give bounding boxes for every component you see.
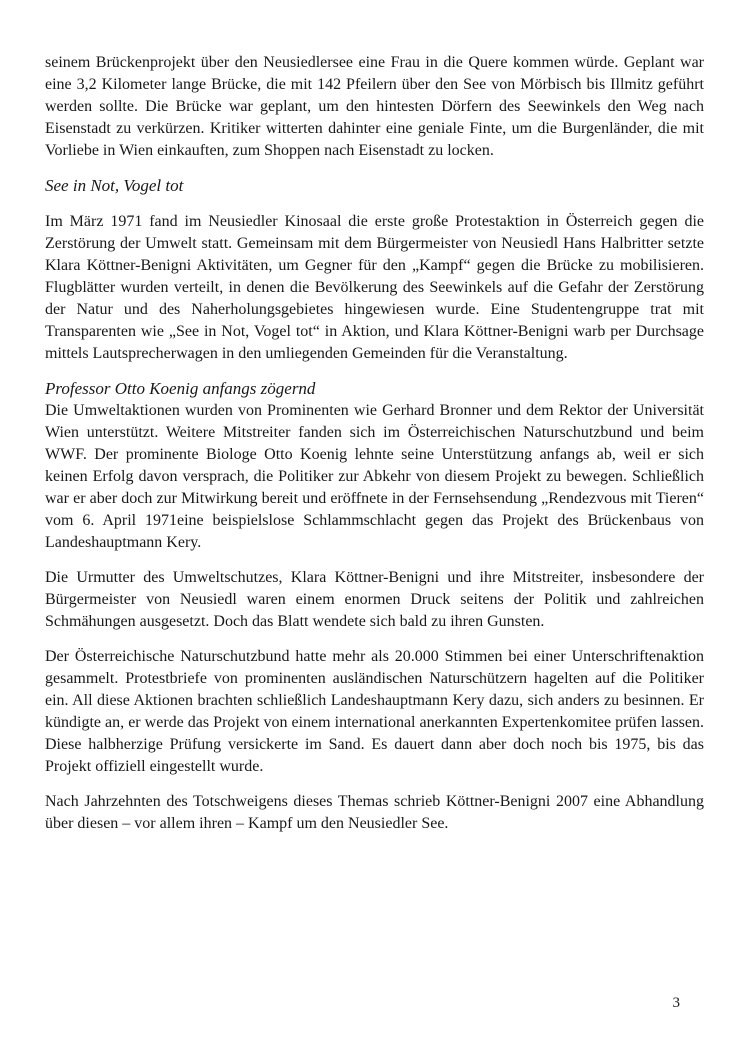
paragraph-abhandlung: Nach Jahrzehnten des Totschweigens dieses Themas schrieb Köttner-Benigni 2007 eine Abhandlung über diesen – vor allem ihren – Kampf um den Neusiedler See. bbox=[45, 793, 704, 832]
paragraph-naturschutzbund: Der Österreichische Naturschutzbund hatte mehr als 20.000 Stimmen bei einer Unterschriftenaktion gesammelt. Protestbriefe von prominenten ausländischen Naturschützern hagelten auf die Politiker ein. All diese Aktionen brachten schließlich Landeshauptmann Kery dazu, sich anders zu besinnen. Er kündigte an, er werde das Projekt von einem international anerkannten Expertenkomitee prüfen lassen. Diese halbherzige Prüfung versickerte im Sand. Es dauert dann aber doch noch bis 1975, bis das Projekt offiziell eingestellt wurde. bbox=[45, 648, 704, 775]
page-number: 3 bbox=[672, 995, 680, 1011]
section-heading-otto-koenig: Professor Otto Koenig anfangs zögernd bbox=[45, 379, 316, 398]
paragraph-protest-1971: Im März 1971 fand im Neusiedler Kinosaal die erste große Protestaktion in Österreich gegen die Zerstörung der Umwelt statt. Gemeinsam mit dem Bürgermeister von Neusiedl Hans Halbritter setzte Klara Köttner-Benigni Aktivitäten, um Gegner für den „Kampf“ gegen die Brücke zu mobilisieren. Flugblätter wurden verteilt, in denen die Bevölkerung des Seewinkels auf die Gefahr der Zerstörung der Natur und des Naherholungsgebietes hingewiesen wurde. Eine Studentengruppe trat mit Transparenten wie „See in Not, Vogel tot“ in Aktion, und Klara Köttner-Benigni warb per Durchsage mittels Lautsprecherwagen in den umliegenden Gemeinden für die Veranstaltung. bbox=[45, 213, 704, 362]
paragraph-urmutter: Die Urmutter des Umweltschutzes, Klara Köttner-Benigni und ihre Mitstreiter, insbesondere der Bürgermeister von Neusiedl waren einem enormen Druck seitens der Politik und zahlreichen Schmähungen ausgesetzt. Doch das Blatt wendete sich bald zu ihren Gunsten. bbox=[45, 569, 704, 630]
paragraph-umweltaktionen: Die Umweltaktionen wurden von Prominenten wie Gerhard Bronner und dem Rektor der Universität Wien unterstützt. Weitere Mitstreiter fanden sich im Österreichischen Naturschutzbund und beim WWF. Der prominente Biologe Otto Koenig lehnte seine Unterstützung anfangs ab, weil er sich keinen Erfolg davon versprach, die Politiker zur Abkehr von diesem Projekt zu bewegen. Schließlich war er aber doch zur Mitwirkung bereit und eröffnete in der Fernsehsendung „Rendezvous mit Tieren“ vom 6. April 1971eine beispielslose Schlammschlacht gegen das Projekt des Brückenbaus von Landeshauptmann Kery. bbox=[45, 402, 704, 551]
section-heading-see-in-not: See in Not, Vogel tot bbox=[45, 176, 184, 195]
paragraph-bridge-project: seinem Brückenprojekt über den Neusiedlersee eine Frau in die Quere kommen würde. Geplant war eine 3,2 Kilometer lange Brücke, die mit 142 Pfeilern über den See von Mörbisch bis Illmitz geführt werden sollte. Die Brücke war geplant, um den hintesten Dörfern des Seewinkels den Weg nach Eisenstadt zu verkürzen. Kritiker witterten dahinter eine geniale Finte, um die Burgenländer, die mit Vorliebe in Wien einkauften, zum Shoppen nach Eisenstadt zu locken. bbox=[45, 54, 704, 159]
